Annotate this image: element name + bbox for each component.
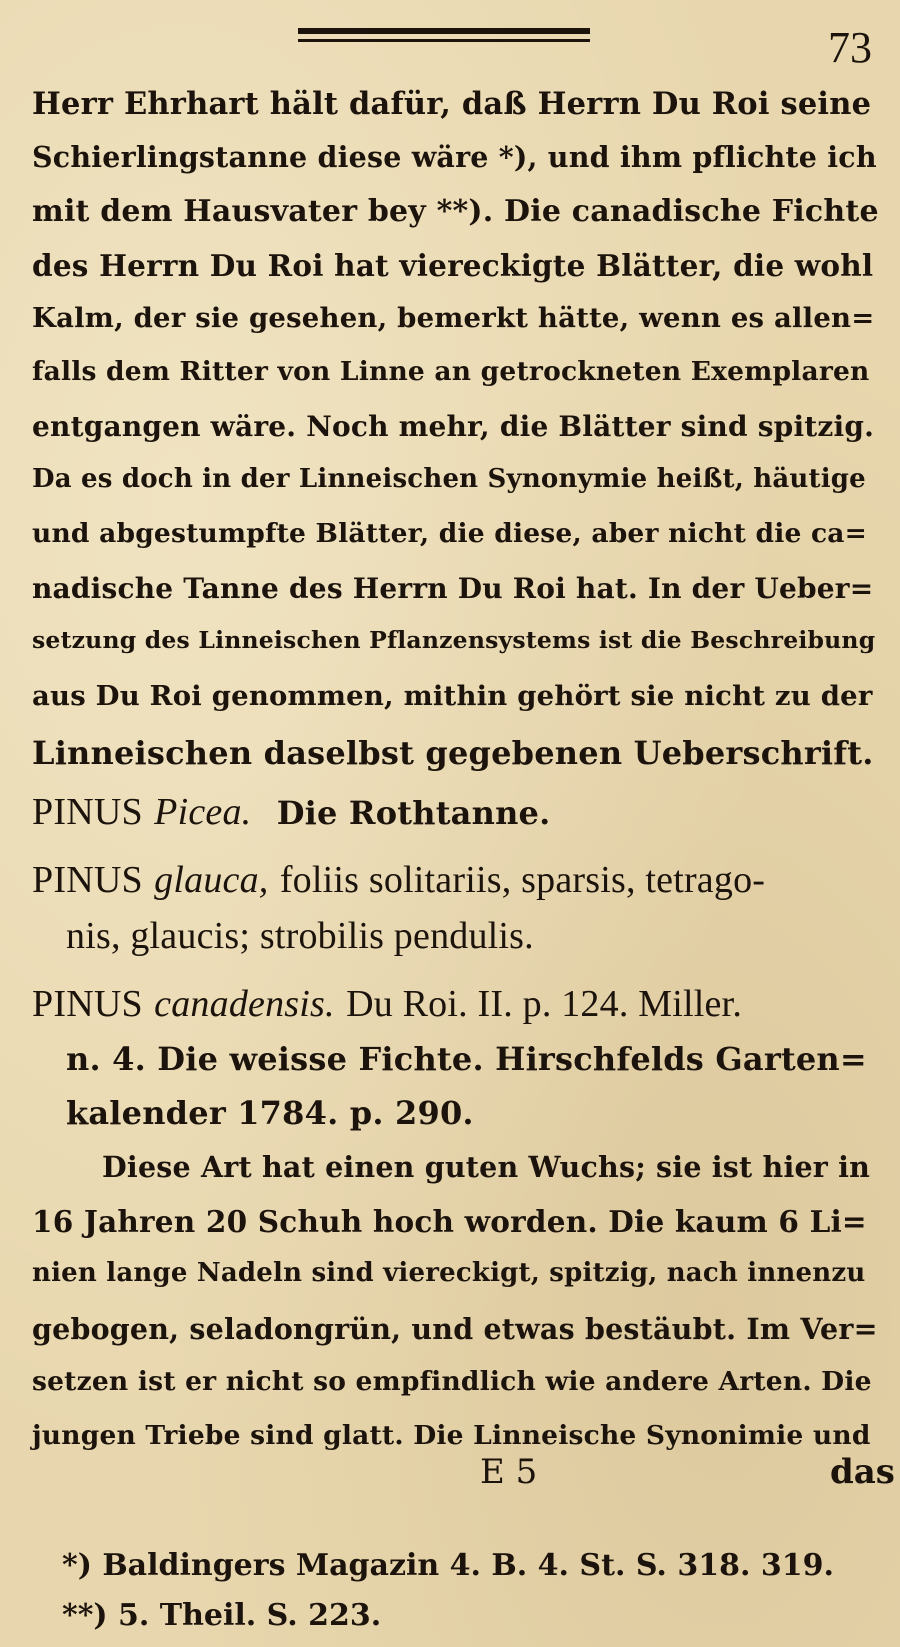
reference-line: kalender 1784. p. 290. [66,1094,474,1132]
text-line: Herr Ehrhart hält dafür, daß Herrn Du Roi seine [32,86,872,122]
text-line: und abgestumpfte Blätter, die diese, aber nicht die ca= [32,518,868,549]
text-line: des Herrn Du Roi hat viereckigte Blätter, die wohl [32,248,874,283]
genus-name: PINUS [32,859,143,901]
text-line: setzen ist er nicht so empfindlich wie andere Arten. Die [32,1366,872,1397]
species-name: glauca, [154,859,269,901]
footnote: *) Baldingers Magazin 4. B. 4. St. S. 318. 319. [62,1548,834,1583]
text-line: gebogen, seladongrün, und etwas bestäubt. Im Ver= [32,1312,878,1346]
header-rule [298,28,590,42]
signature-mark: E 5 [480,1452,538,1492]
text-line: entgangen wäre. Noch mehr, die Blätter sind spitzig. [32,410,875,443]
footnote: **) 5. Theil. S. 223. [62,1598,382,1633]
text-line: jungen Triebe sind glatt. Die Linneische Synonimie und [32,1420,871,1451]
description-continued: nis, glaucis; strobilis pendulis. [66,915,534,957]
genus-name: PINUS [32,791,143,833]
text-line: mit dem Hausvater bey **). Die canadische Fichte [32,194,879,229]
text-line: Da es doch in der Linneischen Synonymie heißt, häutige [32,464,866,494]
text-line: nadische Tanne des Herrn Du Roi hat. In der Ueber= [32,572,874,605]
text-line: falls dem Ritter von Linne an getrockneten Exemplaren [32,356,870,387]
reference: Du Roi. II. p. 124. Miller. [346,983,743,1025]
text-line: Diese Art hat einen guten Wuchs; sie ist hier in [102,1150,871,1184]
german-name: Die Rothtanne. [276,794,551,832]
reference-line: n. 4. Die weisse Fichte. Hirschfelds Garten= [66,1040,867,1078]
text-line: nien lange Nadeln sind viereckigt, spitzig, nach innenzu [32,1258,866,1288]
text-line: Schierlingstanne diese wäre *), und ihm pflichte ich [32,140,877,174]
text-line: aus Du Roi genommen, mithin gehört sie nicht zu der [32,680,873,712]
catchword: das [830,1452,895,1492]
species-name: Picea. [154,791,252,833]
page-number: 73 [828,23,872,72]
text-line: 16 Jahren 20 Schuh hoch worden. Die kaum 6 Li= [32,1204,867,1239]
text-line: Linneischen daselbst gegebenen Ueberschrift. [32,734,874,772]
genus-name: PINUS [32,983,143,1025]
text-line: setzung des Linneischen Pflanzensystems ist die Beschreibung [32,626,876,654]
text-line: Kalm, der sie gesehen, bemerkt hätte, wenn es allen= [32,302,875,334]
species-name: canadensis. [154,983,335,1025]
description: foliis solitariis, sparsis, tetrago- [279,859,766,901]
